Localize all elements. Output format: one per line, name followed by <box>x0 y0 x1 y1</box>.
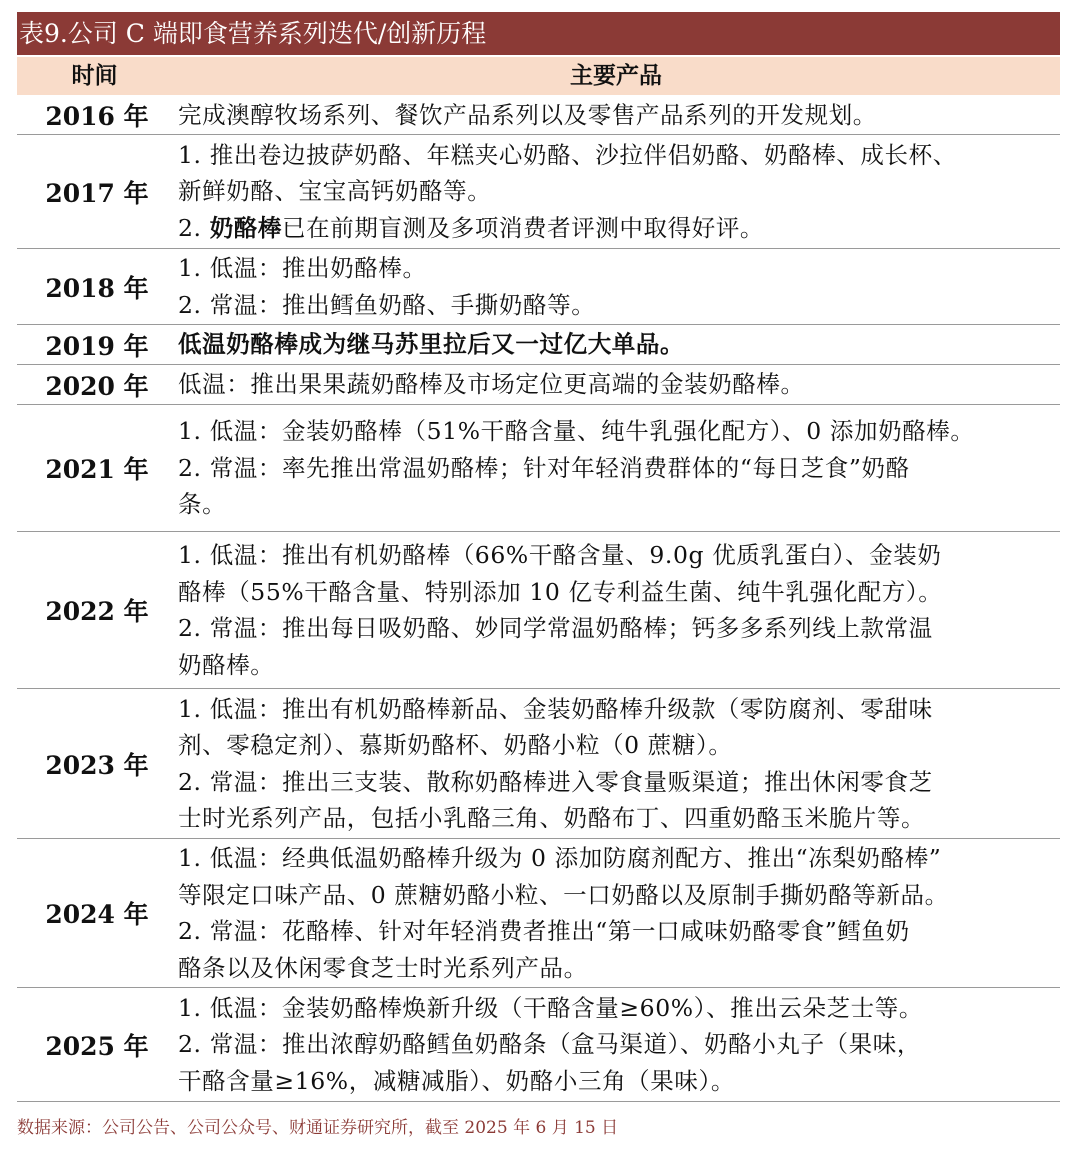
product-line: 等限定口味产品、0 蔗糖奶酪小粒、一口奶酪以及原制手撕奶酪等新品。 <box>178 880 949 909</box>
product-cell <box>178 839 1064 987</box>
product-cell <box>178 96 1064 134</box>
year-cell: 2020 年 <box>45 371 149 401</box>
table-row-2021 <box>17 405 1060 532</box>
product-cell <box>178 325 1064 364</box>
year-cell: 2019 年 <box>45 331 149 361</box>
product-line: 1. 低温：推出奶酪棒。 <box>178 254 427 282</box>
product-cell <box>178 135 1064 248</box>
product-line: 1. 低温：金装奶酪棒（51%干酪含量、纯牛乳强化配方）、0 添加奶酪棒。 <box>178 417 975 446</box>
table-row-2019 <box>17 325 1060 365</box>
product-cell <box>178 988 1064 1101</box>
year-cell: 2017 年 <box>45 178 149 208</box>
product-text: 已在前期盲测及多项消费者评测中取得好评。 <box>282 213 765 242</box>
product-line: 1. 低温：金装奶酪棒焕新升级（干酪含量≥60%）、推出云朵芝士等。 <box>178 993 923 1022</box>
product-line: 2. 常温：率先推出常温奶酪棒；针对年轻消费群体的“每日芝食”奶酪 <box>178 453 910 482</box>
year-cell: 2025 年 <box>45 1031 149 1061</box>
product-line: 1. 低温：推出有机奶酪棒（66%干酪含量、9.0g 优质乳蛋白）、金装奶 <box>178 541 942 569</box>
table-row-2018 <box>17 249 1060 325</box>
product-line: 奶酪棒。 <box>178 650 275 679</box>
product-line: 2. 常温：花酪棒、针对年轻消费者推出“第一口咸味奶酪零食”鳕鱼奶 <box>178 917 910 945</box>
product-line: 2. 常温：推出三支装、散称奶酪棒进入零食量贩渠道；推出休闲零食芝 <box>178 767 933 796</box>
product-cell <box>178 249 1064 324</box>
product-line: 1. 低温：推出有机奶酪棒新品、金装奶酪棒升级款（零防腐剂、零甜味 <box>178 694 933 723</box>
highlight-text: 奶酪棒 <box>209 213 283 242</box>
table-row-2024 <box>17 839 1060 988</box>
table-row-2023 <box>17 689 1060 839</box>
year-cell: 2022 年 <box>45 597 149 626</box>
header-time: 时间 <box>71 62 118 89</box>
product-line: 剂、零稳定剂）、慕斯奶酪杯、奶酪小粒（0 蔗糖）。 <box>178 731 733 759</box>
year-cell: 2016 年 <box>45 102 149 131</box>
product-line: 酪棒（55%干酪含量、特别添加 10 亿专利益生菌、纯牛乳强化配方）。 <box>178 577 943 606</box>
product-line: 2. 常温：推出浓醇奶酪鳕鱼奶酪条（盒马渠道）、奶酪小丸子（果味， <box>178 1030 921 1059</box>
table-row-2017 <box>17 135 1060 249</box>
product-line: 新鲜奶酪、宝宝高钙奶酪等。 <box>178 177 492 206</box>
year-cell: 2018 年 <box>45 273 149 303</box>
product-cell <box>178 365 1064 404</box>
table-row-2016 <box>17 96 1060 135</box>
table-title: 表9.公司 C 端即食营养系列迭代/创新历程 <box>17 12 1060 55</box>
product-line: 2. 常温：推出每日吸奶酪、妙同学常温奶酪棒；钙多多系列线上款常温 <box>178 614 933 642</box>
product-line: 1. 推出卷边披萨奶酪、年糕夹心奶酪、沙拉伴侣奶酪、奶酪棒、成长杯、 <box>178 140 957 169</box>
product-line: 完成澳醇牧场系列、餐饮产品系列以及零售产品系列的开发规划。 <box>178 100 877 129</box>
product-cell <box>178 689 1064 838</box>
product-cell <box>178 405 1064 531</box>
header-products: 主要产品 <box>570 62 662 89</box>
product-line <box>178 210 1064 247</box>
product-line: 2. 常温：推出鳕鱼奶酪、手撕奶酪等。 <box>178 290 596 319</box>
table-row-2025 <box>17 988 1060 1102</box>
table-body <box>17 96 1060 1102</box>
product-line: 酪条以及休闲零食芝士时光系列产品。 <box>178 953 588 982</box>
table-row-2022 <box>17 532 1060 689</box>
year-cell: 2021 年 <box>45 455 149 484</box>
source-note: 数据来源：公司公告、公司公众号、财通证券研究所，截至 2025 年 6 月 15 日 <box>17 1118 619 1138</box>
product-line: 低温：推出果果蔬奶酪棒及市场定位更高端的金装奶酪棒。 <box>178 370 805 399</box>
year-cell: 2023 年 <box>45 750 149 780</box>
table-row-2020 <box>17 365 1060 405</box>
product-line: 士时光系列产品，包括小乳酪三角、奶酪布丁、四重奶酪玉米脆片等。 <box>178 804 926 832</box>
product-line: 1. 低温：经典低温奶酪棒升级为 0 添加防腐剂配方、推出“冻梨奶酪棒” <box>178 844 942 872</box>
product-cell <box>178 532 1064 688</box>
product-line: 干酪含量≥16%，减糖减脂）、奶酪小三角（果味）。 <box>178 1066 735 1095</box>
item-number: 2. <box>178 213 210 242</box>
product-line: 条。 <box>178 490 227 519</box>
product-line: 低温奶酪棒成为继马苏里拉后又一过亿大单品。 <box>178 330 685 359</box>
year-cell: 2024 年 <box>45 900 149 929</box>
table-header <box>17 57 1060 95</box>
